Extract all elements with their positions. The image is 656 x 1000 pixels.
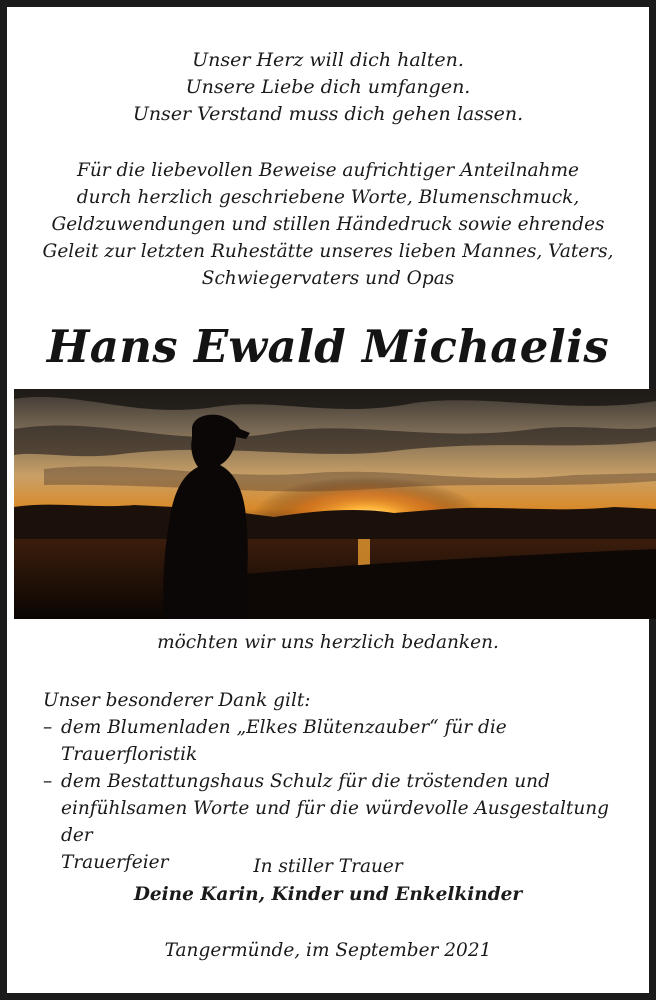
special-thanks — [43, 687, 629, 876]
dash: – — [43, 717, 53, 738]
thanks-intro — [7, 157, 649, 292]
poem-line: Unsere Liebe dich umfangen. — [185, 76, 471, 98]
closing-line: möchten wir uns herzlich bedanken. — [157, 632, 499, 653]
thanks-item — [43, 768, 629, 795]
thanks-item — [43, 714, 629, 768]
dash: – — [43, 771, 53, 792]
thanks-item-text: dem Blumenladen „Elkes Blütenzauber“ für die Trauerfloristik — [61, 717, 507, 765]
intro-line: Schwiegervaters und Opas — [201, 268, 455, 289]
special-thanks-heading: Unser besonderer Dank gilt: — [43, 690, 311, 711]
sunset-silhouette-photo — [14, 389, 656, 619]
signature-block — [7, 853, 649, 909]
thanks-item-continuation: einfühlsamen Worte und für die würdevolle Ausgestaltung der — [61, 798, 609, 846]
place-date: Tangermünde, im September 2021 — [164, 940, 492, 961]
signature-intro: In stiller Trauer — [253, 856, 403, 877]
poem-line: Unser Verstand muss dich gehen lassen. — [132, 103, 524, 125]
intro-line: Geleit zur letzten Ruhestätte unseres lieben Mannes, Vaters, — [42, 241, 614, 262]
poem — [7, 47, 649, 128]
thanks-item-text: dem Bestattungshaus Schulz für die tröstenden und — [61, 771, 550, 792]
thanks-item-continuation: Trauerfeier — [61, 852, 169, 873]
intro-line: durch herzlich geschriebene Worte, Blumenschmuck, — [76, 187, 580, 208]
poem-line: Unser Herz will dich halten. — [192, 49, 464, 71]
intro-line: Für die liebevollen Beweise aufrichtiger Anteilnahme — [77, 160, 579, 181]
signers: Deine Karin, Kinder und Enkelkinder — [133, 884, 523, 905]
intro-line: Geldzuwendungen und stillen Händedruck sowie ehrendes — [51, 214, 605, 235]
deceased-name: Hans Ewald Michaelis — [46, 320, 610, 373]
